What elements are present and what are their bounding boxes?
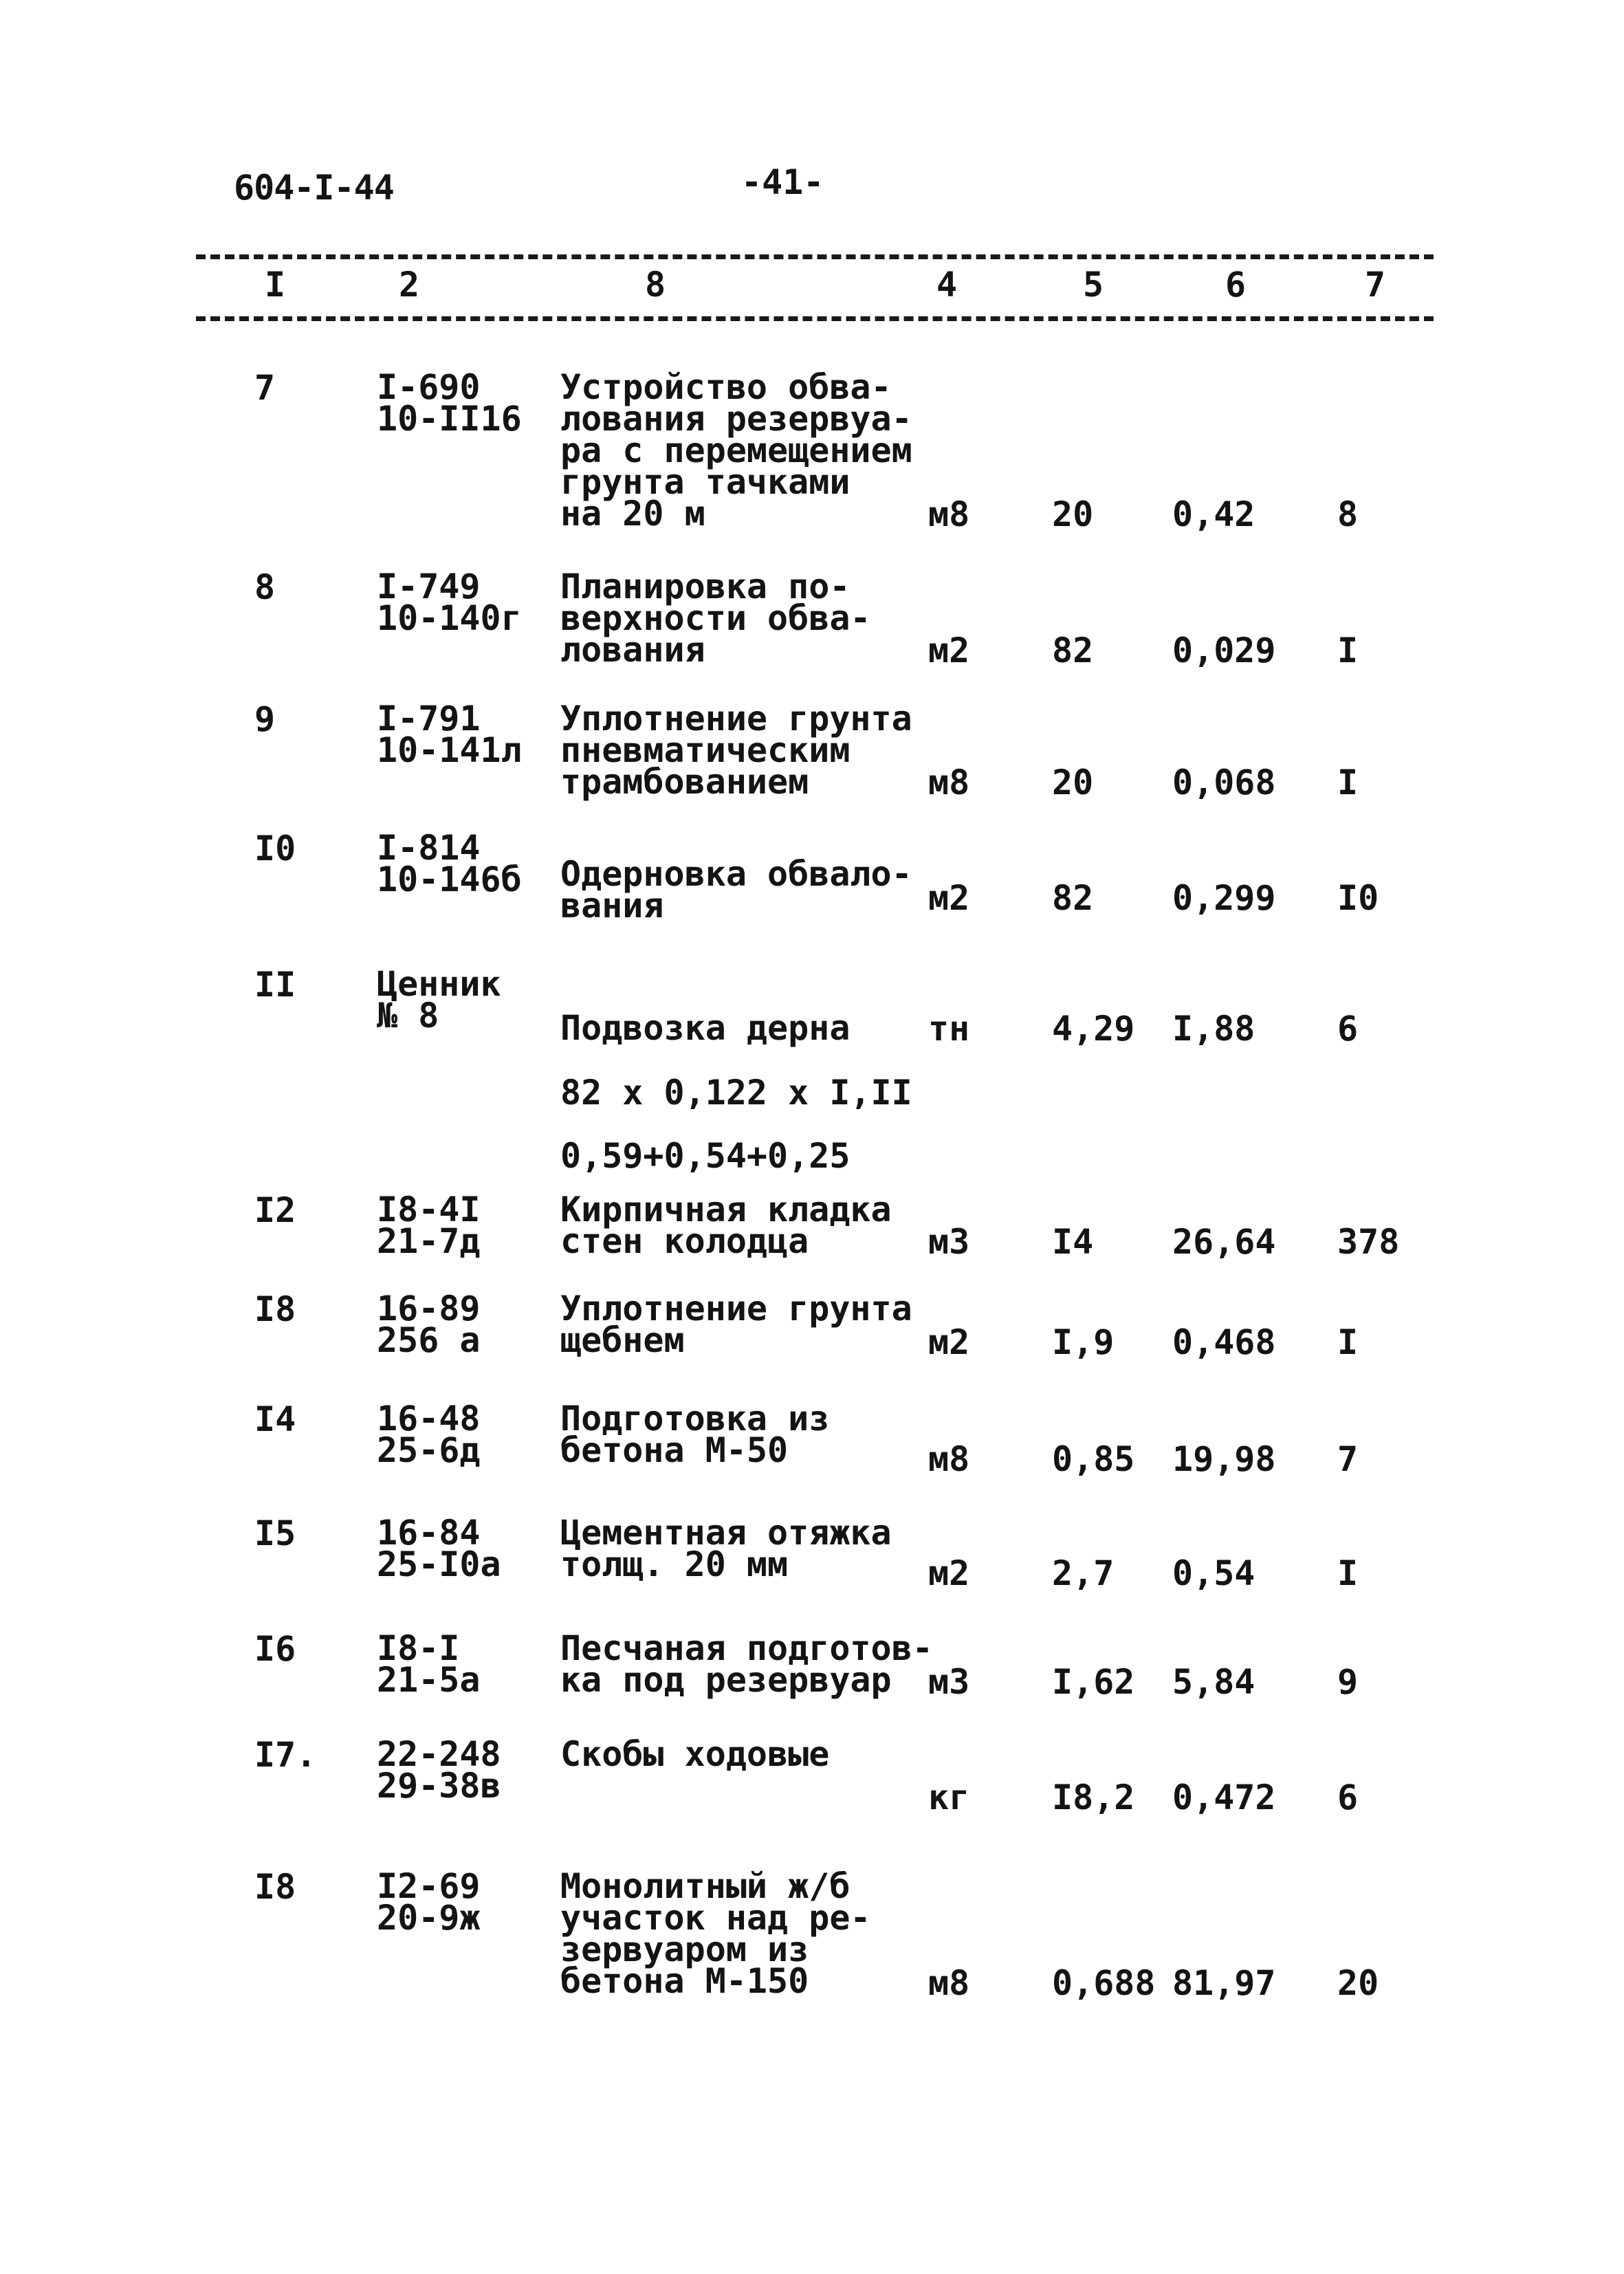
norm-code: I8-4I 21-7д [377,1190,481,1261]
item-number: 7 [254,368,276,408]
quantity: 4,29 [1052,1009,1135,1049]
item-number: 9 [254,699,276,739]
total-cost: I [1337,1553,1359,1593]
unit-price: 81,97 [1172,1963,1276,2003]
quantity: 2,7 [1052,1553,1115,1593]
norm-code: Ценник № 8 [377,964,501,1036]
column-header-1: I [265,265,286,305]
norm-code: I8-I 21-5a [377,1628,481,1700]
total-cost: 8 [1337,494,1359,534]
item-number: I7. [254,1735,317,1775]
calculation-line: 0,59+0,54+0,25 [560,1136,851,1176]
norm-code: 16-48 25-6д [377,1399,481,1470]
item-number: 8 [254,567,276,607]
work-description: Уплотнение грунта пневматическим трамбованием [560,699,912,802]
work-description: Подготовка из бетона М-50 [560,1399,830,1470]
norm-code: I-690 10-II16 [377,367,522,439]
quantity: I8,2 [1052,1778,1135,1817]
item-number: I8 [254,1867,296,1907]
unit: тн [928,1009,970,1049]
item-number: I6 [254,1629,296,1669]
document-code: 604-I-44 [234,168,394,208]
column-header-7: 7 [1365,265,1386,305]
total-cost: 7 [1337,1439,1359,1479]
total-cost: 20 [1337,1963,1379,2003]
unit: м8 [928,763,970,802]
total-cost: I [1337,631,1359,670]
unit: м8 [928,494,970,534]
norm-code: I-791 10-141л [377,699,522,770]
unit: м2 [928,1322,970,1362]
quantity: 82 [1052,878,1094,918]
unit-price: 5,84 [1172,1662,1255,1702]
work-description: Уплотнение грунта щебнем [560,1289,912,1360]
norm-code: I-814 10-146б [377,828,522,899]
quantity: 20 [1052,494,1094,534]
norm-code: 16-84 25-I0a [377,1513,501,1584]
total-cost: 6 [1337,1778,1359,1817]
unit: м2 [928,631,970,670]
unit-price: 0,472 [1172,1778,1276,1817]
unit-price: 0,468 [1172,1322,1276,1362]
calculation-line: 82 х 0,122 х I,II [560,1073,912,1113]
total-cost: I0 [1337,878,1379,918]
work-description: Цементная отяжка толщ. 20 мм [560,1513,892,1584]
work-description: Одерновка обвало- вания [560,854,912,926]
unit: м2 [928,1553,970,1593]
item-number: I0 [254,829,296,868]
work-description: Скобы ходовые [560,1734,830,1774]
item-number: I2 [254,1190,296,1230]
total-cost: 378 [1337,1222,1400,1262]
quantity: I,9 [1052,1322,1115,1362]
header-top-rule [196,254,1434,259]
item-number: I4 [254,1399,296,1439]
unit: м8 [928,1439,970,1479]
total-cost: 9 [1337,1662,1359,1702]
column-header-2: 2 [399,265,420,305]
header-bottom-rule [196,316,1434,321]
total-cost: 6 [1337,1009,1359,1049]
work-description: Устройство обва- лования резервуа- ра с перемещением грунта тачками на 20 м [560,367,912,534]
quantity: 0,85 [1052,1439,1135,1479]
unit-price: 0,029 [1172,631,1276,670]
work-description: Подвозка дерна [560,1008,851,1048]
work-description: Монолитный ж/б участок над ре- зервуаром из бетона М-150 [560,1866,871,2001]
unit: м2 [928,878,970,918]
norm-code: I2-69 20-9ж [377,1866,481,1938]
column-header-3: 8 [645,265,666,305]
page-number: -41- [741,162,824,202]
quantity: I,62 [1052,1662,1135,1702]
unit: кг [928,1778,970,1817]
item-number: I5 [254,1513,296,1553]
total-cost: I [1337,763,1359,802]
item-number: I8 [254,1289,296,1329]
unit-price: 0,42 [1172,494,1255,534]
column-header-6: 6 [1225,265,1247,305]
norm-code: I-749 10-140г [377,567,522,638]
unit-price: 26,64 [1172,1222,1276,1262]
quantity: 82 [1052,631,1094,670]
unit: м3 [928,1662,970,1702]
column-header-5: 5 [1083,265,1104,305]
unit: м8 [928,1963,970,2003]
unit: м3 [928,1222,970,1262]
column-header-4: 4 [936,265,958,305]
unit-price: I,88 [1172,1009,1255,1049]
quantity: I4 [1052,1222,1094,1262]
item-number: II [254,965,296,1005]
work-description: Кирпичная кладка стен колодца [560,1190,892,1261]
quantity: 20 [1052,763,1094,802]
work-description: Песчаная подготов- ка под резервуар [560,1628,933,1700]
norm-code: 22-248 29-38в [377,1734,501,1806]
unit-price: 19,98 [1172,1439,1276,1479]
unit-price: 0,299 [1172,878,1276,918]
unit-price: 0,54 [1172,1553,1255,1593]
work-description: Планировка по- верхности обва- лования [560,567,871,670]
total-cost: I [1337,1322,1359,1362]
norm-code: 16-89 256 а [377,1289,481,1360]
quantity: 0,688 [1052,1963,1156,2003]
unit-price: 0,068 [1172,763,1276,802]
